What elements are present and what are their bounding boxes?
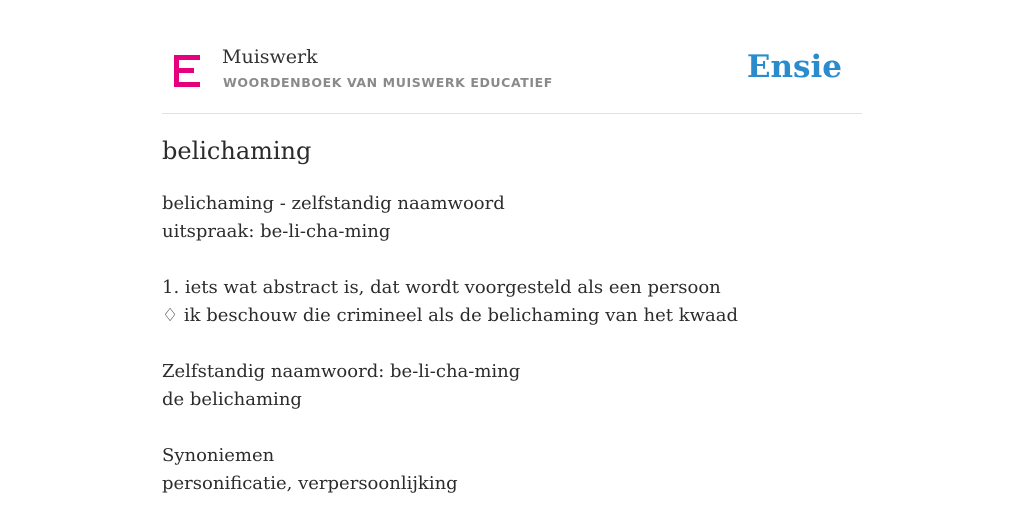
entry-title: belichaming (162, 137, 312, 165)
definition-line: uitspraak: be-li-cha-ming (162, 221, 391, 242)
ensie-brand-logo[interactable]: Ensie (746, 49, 842, 85)
definition-line: Zelfstandig naamwoord: be-li-cha-ming (162, 361, 521, 382)
definition-line (162, 330, 738, 358)
site-name-link[interactable]: Muiswerk (222, 46, 318, 68)
entry-definition (162, 190, 738, 498)
definition-line: Synoniemen (162, 445, 275, 466)
definition-line: 1. iets wat abstract is, dat wordt voorgesteld als een persoon (162, 277, 721, 298)
site-header (162, 0, 862, 114)
muiswerk-logo-icon[interactable] (174, 55, 200, 87)
site-subtitle: WOORDENBOEK VAN MUISWERK EDUCATIEF (223, 75, 553, 90)
page-container (162, 0, 862, 494)
definition-line: personificatie, verpersoonlijking (162, 473, 458, 494)
definition-line (162, 246, 738, 274)
definition-line: de belichaming (162, 389, 302, 410)
definition-line: belichaming - zelfstandig naamwoord (162, 193, 505, 214)
definition-line (162, 414, 738, 442)
definition-line: ♢ ik beschouw die crimineel als de belichaming van het kwaad (162, 305, 738, 326)
